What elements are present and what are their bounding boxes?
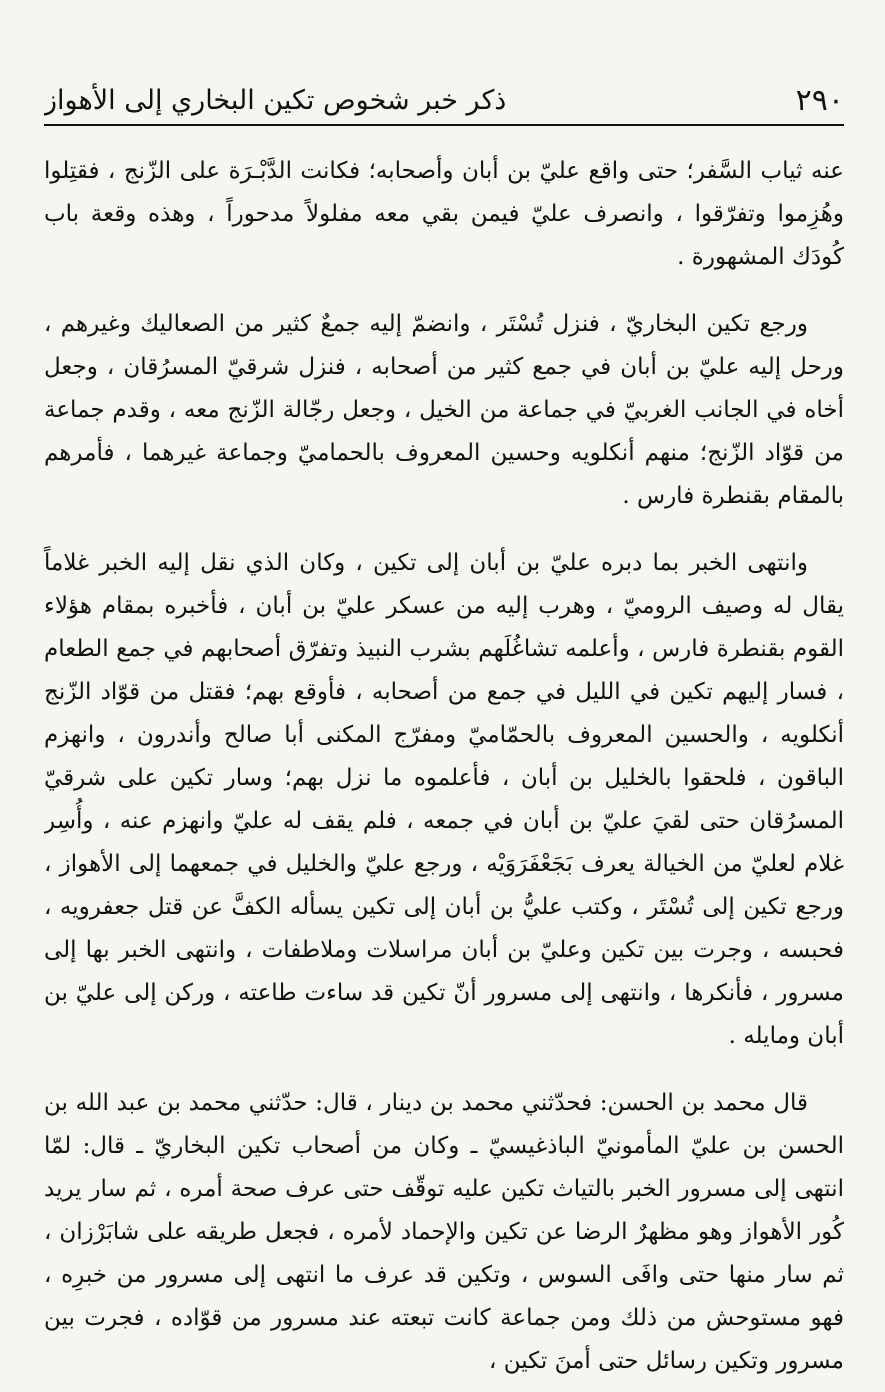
- running-title: ذكر خبر شخوص تكين البخاري إلى الأهواز: [44, 85, 507, 116]
- book-page: [44, 78, 844, 1378]
- header-rule: [44, 124, 844, 126]
- paragraph-4: قال محمد بن الحسن: فحدّثني محمد بن دينار ، قال: حدّثني محمد بن عبد الله بن الحسن بن عليّ المأمونيّ الباذغيسيّ ـ وكان من أصحاب تكين البخاريّ ـ قال: لمّا انتهى إلى مسرور الخبر بالتياث تكين عليه توقّف حتى عرف صحة أمره ، ثم سار يريد كُور الأهواز وهو مظهرٌ الرضا عن تكين والإحماد لأمره ، فجعل طريقه على شابَرْزان ، ثم سار منها حتى وافَى السوس ، وتكين قد عرف ما انتهى إلى مسرور من خبرِه ، فهو مستوحش من ذلك ومن جماعة كانت تبعته عند مسرور من قوّاده ، فجرت بين مسرور وتكين رسائل حتى أمنَ تكين ،: [44, 1090, 844, 1374]
- page-header: [44, 78, 844, 122]
- body-text: [44, 150, 844, 1378]
- paragraph-3: وانتهى الخبر بما دبره عليّ بن أبان إلى تكين ، وكان الذي نقل إليه الخبر غلاماً يقال له وصيف الروميّ ، وهرب إليه من عسكر عليّ بن أبان ، فأخبره بمقام هؤلاء القوم بقنطرة فارس ، وأعلمه تشاغُلَهم بشرب النبيذ وتفرّق أصحابهم في جمع الطعام ، فسار إليهم تكين في الليل في جمع من أصحابه ، فأوقع بهم؛ فقتل من قوّاد الزّنج أنكلويه ، والحسين المعروف بالحمّاميّ ومفرّج المكنى أبا صالح وأندرون ، وانهزم الباقون ، فلحقوا بالخليل بن أبان ، فأعلموه ما نزل بهم؛ وسار تكين على شرقيّ المسرُقان حتى لقيَ عليّ بن أبان في جمعه ، فلم يقف له عليّ وانهزم عنه ، وأُسِر غلام لعليّ من الخيالة يعرف بَجَعْفَرَوَيْه ، ورجع عليّ والخليل في جمعهما إلى الأهواز ، ورجع تكين إلى تُسْتَر ، وكتب عليُّ بن أبان إلى تكين يسأله الكفَّ عن قتل جعفرويه ، فحبسه ، وجرت بين تكين وعليّ بن أبان مراسلات وملاطفات ، وانتهى الخبر بها إلى مسرور ، فأنكرها ، وانتهى إلى مسرور أنّ تكين قد ساءت طاعته ، وركن إلى عليّ بن أبان ومايله .: [44, 550, 844, 1049]
- page-number: ٢٩٠: [795, 83, 844, 118]
- paragraph-1: عنه ثياب السَّفر؛ حتى واقع عليّ بن أبان وأصحابه؛ فكانت الدَّبْـرَة على الزّنج ، فقتِلوا وهُزِموا وتفرّقوا ، وانصرف عليّ فيمن بقي معه مفلولاً مدحوراً ، وهذه وقعة باب كُودَك المشهورة .: [44, 158, 844, 270]
- paragraph-2: ورجع تكين البخاريّ ، فنزل تُسْتَر ، وانضمّ إليه جمعٌ كثير من الصعاليك وغيرهم ، ورحل إليه عليّ بن أبان في جمع كثير من أصحابه ، فنزل شرقيّ المسرُقان ، وجعل أخاه في الجانب الغربيّ في جماعة من الخيل ، وجعل رجّالة الزّنج معه ، وقدم جماعة من قوّاد الزّنج؛ منهم أنكلويه وحسين المعروف بالحماميّ وجماعة غيرهما ، فأمرهم بالمقام بقنطرة فارس .: [44, 311, 844, 509]
